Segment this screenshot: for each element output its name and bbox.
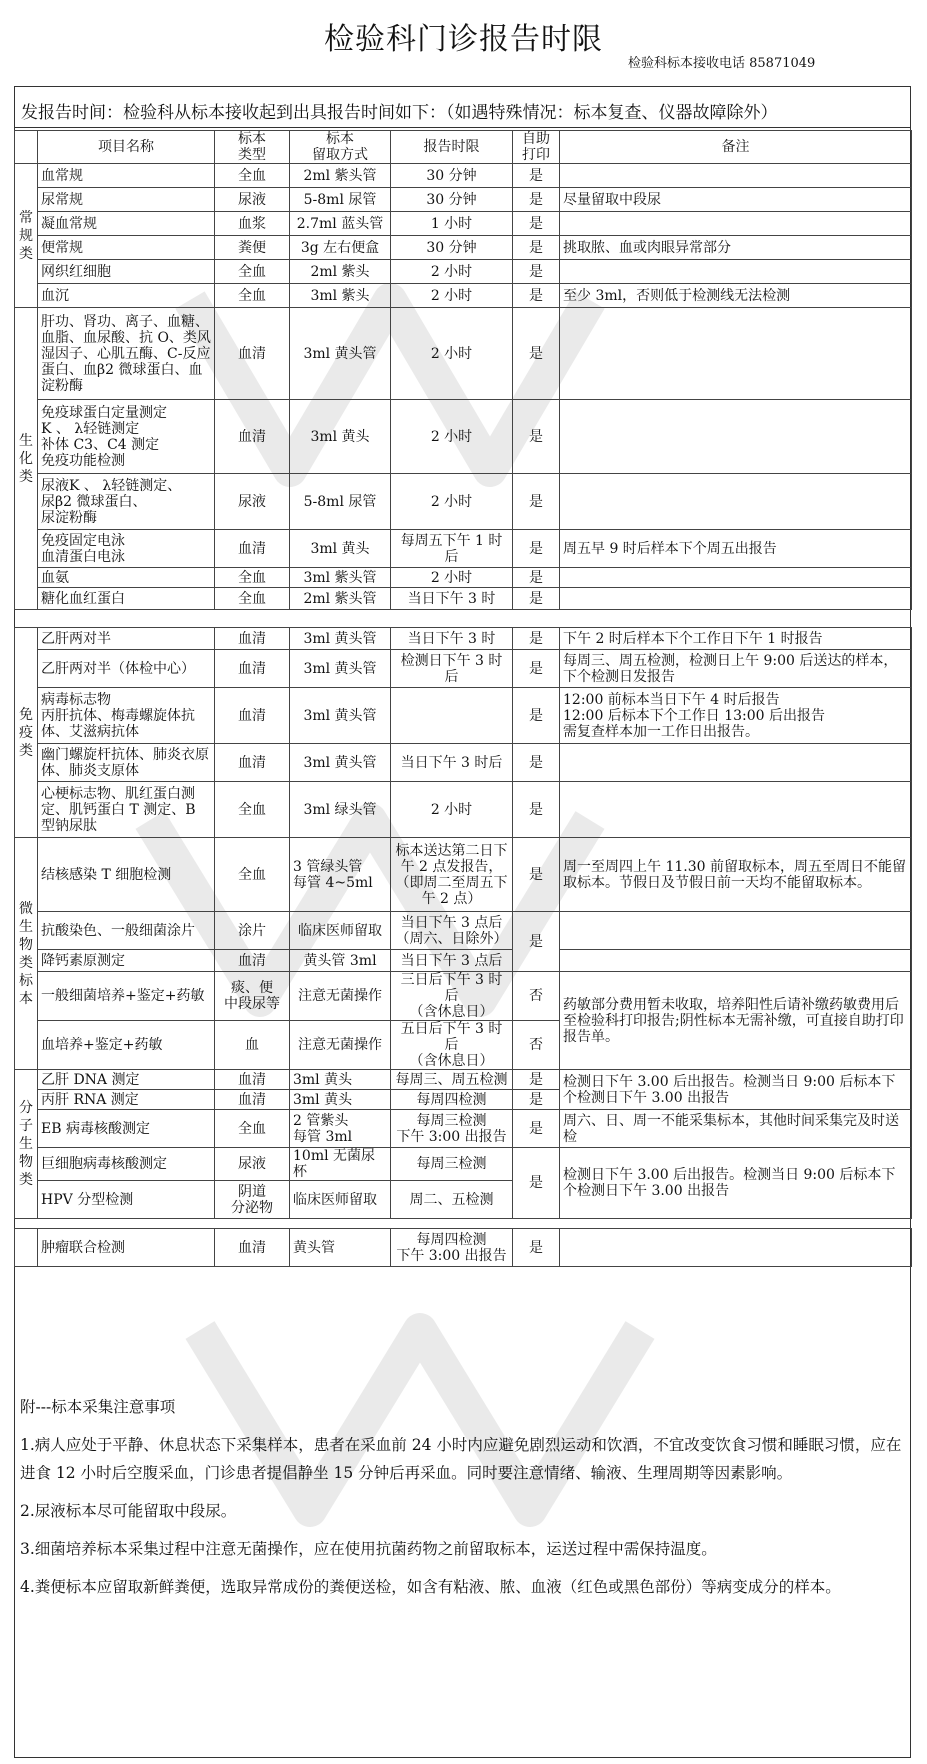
header-time: 报告时限 bbox=[391, 131, 513, 164]
item-type: 血清 bbox=[215, 1090, 290, 1110]
item-method: 3ml 绿头管 bbox=[290, 782, 391, 838]
item-remark bbox=[560, 400, 912, 474]
item-self-print: 是 bbox=[513, 568, 560, 588]
item-time: 当日下午 3 时 bbox=[391, 588, 513, 610]
header-self-print: 自助 打印 bbox=[513, 131, 560, 164]
item-time: 30 分钟 bbox=[391, 236, 513, 260]
item-remark: 每周三、周五检测，检测日上午 9:00 后送达的样本，下个检测日发报告 bbox=[560, 650, 912, 688]
item-type: 血清 bbox=[215, 400, 290, 474]
item-time: 当日下午 3 时后 bbox=[391, 744, 513, 782]
item-name: 乙肝两对半 bbox=[38, 628, 215, 650]
item-remark: 12:00 前标本当日下午 4 时后报告 12:00 后标本下个工作日 13:00 后出报告 需复查样本加一工作日出报告。 bbox=[560, 688, 912, 744]
section-separator bbox=[15, 610, 912, 628]
item-time: 2 小时 bbox=[391, 400, 513, 474]
item-remark: 挑取脓、血或肉眼异常部分 bbox=[560, 236, 912, 260]
item-method: 3ml 黄头管 bbox=[290, 308, 391, 400]
item-self-print: 是 bbox=[513, 308, 560, 400]
item-name: 幽门螺旋杆抗体、肺炎衣原体、肺炎支原体 bbox=[38, 744, 215, 782]
item-type: 全血 bbox=[215, 588, 290, 610]
item-method: 3g 左右便盒 bbox=[290, 236, 391, 260]
item-type: 血清 bbox=[215, 1229, 290, 1267]
item-time: 每周四检测 下午 3:00 出报告 bbox=[391, 1229, 513, 1267]
item-name: 抗酸染色、一般细菌涂片 bbox=[38, 912, 215, 950]
header-type: 标本 类型 bbox=[215, 131, 290, 164]
item-type: 全血 bbox=[215, 782, 290, 838]
item-type: 全血 bbox=[215, 838, 290, 912]
header-name: 项目名称 bbox=[38, 131, 215, 164]
item-self-print: 否 bbox=[513, 1021, 560, 1070]
item-name: 乙肝 DNA 测定 bbox=[38, 1070, 215, 1090]
notes-section bbox=[20, 1393, 905, 1611]
item-self-print: 是 bbox=[513, 1110, 560, 1148]
notes-title: 附---标本采集注意事项 bbox=[20, 1398, 176, 1416]
note-item: 4.粪便标本应留取新鲜粪便，选取异常成份的粪便送检，如含有粘液、脓、血液（红色或黑色部份）等病变成分的样本。 bbox=[20, 1578, 841, 1596]
report-time-table bbox=[14, 130, 912, 1267]
item-self-print: 是 bbox=[513, 1229, 560, 1267]
item-method: 3ml 黄头 bbox=[290, 1090, 391, 1110]
item-time: 每周三检测 下午 3:00 出报告 bbox=[391, 1110, 513, 1148]
item-self-print: 是 bbox=[513, 1148, 560, 1219]
item-self-print: 是 bbox=[513, 260, 560, 284]
item-time: 1 小时 bbox=[391, 212, 513, 236]
page-title: 检验科门诊报告时限 bbox=[324, 22, 603, 57]
item-type: 尿液 bbox=[215, 474, 290, 530]
item-type: 全血 bbox=[215, 568, 290, 588]
item-type: 痰、便 中段尿等 bbox=[215, 972, 290, 1021]
item-time: 30 分钟 bbox=[391, 164, 513, 188]
item-self-print: 是 bbox=[513, 744, 560, 782]
item-time: 当日下午 3 点后 （周六、日除外） bbox=[391, 912, 513, 950]
item-type: 血清 bbox=[215, 950, 290, 972]
item-name: 血氨 bbox=[38, 568, 215, 588]
item-method: 3ml 黄头 bbox=[290, 1070, 391, 1090]
item-remark bbox=[560, 1229, 912, 1267]
item-remark bbox=[560, 568, 912, 588]
item-method: 5-8ml 尿管 bbox=[290, 474, 391, 530]
item-name: 结核感染 T 细胞检测 bbox=[38, 838, 215, 912]
item-time: 五日后下午 3 时后 （含休息日） bbox=[391, 1021, 513, 1070]
item-name: 免疫固定电泳 血清蛋白电泳 bbox=[38, 530, 215, 568]
item-remark bbox=[560, 212, 912, 236]
item-time: 标本送达第二日下午 2 点发报告，（即周二至周五下午 2 点） bbox=[391, 838, 513, 912]
item-method: 3ml 黄头管 bbox=[290, 688, 391, 744]
category-molecular: 分 子 生 物 类 bbox=[15, 1070, 38, 1219]
item-self-print: 是 bbox=[513, 236, 560, 260]
category-micro: 微 生 物 类 标 本 bbox=[15, 838, 38, 1070]
item-method: 2ml 紫头管 bbox=[290, 164, 391, 188]
item-method: 3ml 黄头 bbox=[290, 530, 391, 568]
item-method: 3ml 紫头管 bbox=[290, 568, 391, 588]
header-category bbox=[15, 131, 38, 164]
phone-number: 检验科标本接收电话 85871049 bbox=[628, 56, 816, 71]
item-name: 一般细菌培养+鉴定+药敏 bbox=[38, 972, 215, 1021]
item-remark: 药敏部分费用暂未收取，培养阳性后请补缴药敏费用后至检验科打印报告;阴性标本无需补缴，可直接自助打印报告单。 bbox=[560, 972, 912, 1070]
item-self-print: 是 bbox=[513, 284, 560, 308]
item-type: 全血 bbox=[215, 260, 290, 284]
item-self-print: 否 bbox=[513, 972, 560, 1021]
item-time: 30 分钟 bbox=[391, 188, 513, 212]
item-method: 临床医师留取 bbox=[290, 1181, 391, 1219]
category-routine: 常 规 类 bbox=[15, 164, 38, 308]
item-time: 当日下午 3 点后 bbox=[391, 950, 513, 972]
item-remark: 尽量留取中段尿 bbox=[560, 188, 912, 212]
item-self-print: 是 bbox=[513, 400, 560, 474]
item-remark: 周五早 9 时后样本下个周五出报告 bbox=[560, 530, 912, 568]
item-type: 全血 bbox=[215, 164, 290, 188]
item-remark bbox=[560, 164, 912, 188]
item-name: 糖化血红蛋白 bbox=[38, 588, 215, 610]
section-separator bbox=[15, 1219, 912, 1229]
item-name: 丙肝 RNA 测定 bbox=[38, 1090, 215, 1110]
item-remark: 检测日下午 3.00 后出报告。检测当日 9:00 后标本下个检测日下午 3.00 出报告 bbox=[560, 1148, 912, 1219]
item-remark bbox=[560, 950, 912, 972]
item-self-print: 是 bbox=[513, 212, 560, 236]
item-name: 巨细胞病毒核酸测定 bbox=[38, 1148, 215, 1181]
item-name: 便常规 bbox=[38, 236, 215, 260]
item-type: 尿液 bbox=[215, 188, 290, 212]
item-time: 2 小时 bbox=[391, 474, 513, 530]
item-method: 黄头管 3ml bbox=[290, 950, 391, 972]
item-self-print: 是 bbox=[513, 782, 560, 838]
item-type: 阴道 分泌物 bbox=[215, 1181, 290, 1219]
item-name: 心梗标志物、肌红蛋白测定、肌钙蛋白 T 测定、B 型钠尿肽 bbox=[38, 782, 215, 838]
item-time: 每周五下午 1 时后 bbox=[391, 530, 513, 568]
item-name: 血沉 bbox=[38, 284, 215, 308]
item-method: 临床医师留取 bbox=[290, 912, 391, 950]
item-method: 3ml 黄头管 bbox=[290, 650, 391, 688]
item-method: 注意无菌操作 bbox=[290, 972, 391, 1021]
item-name: EB 病毒核酸测定 bbox=[38, 1110, 215, 1148]
item-name: 免疫球蛋白定量测定 K 、 λ轻链测定 补体 C3、C4 测定 免疫功能检测 bbox=[38, 400, 215, 474]
item-type: 血清 bbox=[215, 650, 290, 688]
category-biochem: 生 化 类 bbox=[15, 308, 38, 610]
item-name: 肝功、肾功、离子、血糖、血脂、血尿酸、抗 O、类风湿因子、心肌五酶、C-反应蛋白、血β2 微球蛋白、血淀粉酶 bbox=[38, 308, 215, 400]
item-remark: 周一至周四上午 11.30 前留取标本，周五至周日不能留取标本。节假日及节假日前一天均不能留取标本。 bbox=[560, 838, 912, 912]
item-method: 3ml 黄头管 bbox=[290, 744, 391, 782]
item-self-print: 是 bbox=[513, 650, 560, 688]
item-type: 血清 bbox=[215, 1070, 290, 1090]
item-remark bbox=[560, 308, 912, 400]
item-method: 黄头管 bbox=[290, 1229, 391, 1267]
item-time bbox=[391, 688, 513, 744]
item-method: 2 管紫头 每管 3ml bbox=[290, 1110, 391, 1148]
item-type: 血清 bbox=[215, 744, 290, 782]
item-self-print: 是 bbox=[513, 688, 560, 744]
item-type: 全血 bbox=[215, 1110, 290, 1148]
item-remark bbox=[560, 260, 912, 284]
item-remark: 检测日下午 3.00 后出报告。检测当日 9:00 后标本下个检测日下午 3.00 出报告 bbox=[560, 1070, 912, 1110]
item-self-print: 是 bbox=[513, 628, 560, 650]
item-self-print: 是 bbox=[513, 1090, 560, 1110]
item-name: 网织红细胞 bbox=[38, 260, 215, 284]
item-self-print: 是 bbox=[513, 912, 560, 972]
category-empty bbox=[15, 1229, 38, 1267]
item-method: 3ml 黄头 bbox=[290, 400, 391, 474]
item-self-print: 是 bbox=[513, 474, 560, 530]
item-time: 2 小时 bbox=[391, 568, 513, 588]
item-name: 降钙素原测定 bbox=[38, 950, 215, 972]
item-remark bbox=[560, 588, 912, 610]
item-name: HPV 分型检测 bbox=[38, 1181, 215, 1219]
item-self-print: 是 bbox=[513, 1070, 560, 1090]
item-remark bbox=[560, 782, 912, 838]
item-method: 5-8ml 尿管 bbox=[290, 188, 391, 212]
item-type: 血清 bbox=[215, 308, 290, 400]
item-remark bbox=[560, 744, 912, 782]
item-method: 10ml 无菌尿杯 bbox=[290, 1148, 391, 1181]
item-time: 2 小时 bbox=[391, 284, 513, 308]
item-time: 2 小时 bbox=[391, 308, 513, 400]
item-type: 血清 bbox=[215, 688, 290, 744]
note-item: 1.病人应处于平静、休息状态下采集样本，患者在采血前 24 小时内应避免剧烈运动和饮酒，不宜改变饮食习惯和睡眠习惯，应在进食 12 小时后空腹采血，门诊患者提倡静坐 15 分钟后再采血。同时要注意情绪、输液、生理周期等因素影响。 bbox=[20, 1436, 902, 1482]
item-time: 2 小时 bbox=[391, 782, 513, 838]
item-name: 肿瘤联合检测 bbox=[38, 1229, 215, 1267]
item-remark: 至少 3ml，否则低于检测线无法检测 bbox=[560, 284, 912, 308]
item-method: 2.7ml 蓝头管 bbox=[290, 212, 391, 236]
item-method: 注意无菌操作 bbox=[290, 1021, 391, 1070]
item-name: 凝血常规 bbox=[38, 212, 215, 236]
item-type: 涂片 bbox=[215, 912, 290, 950]
item-name: 血常规 bbox=[38, 164, 215, 188]
header-method: 标本 留取方式 bbox=[290, 131, 391, 164]
item-name: 乙肝两对半（体检中心） bbox=[38, 650, 215, 688]
item-remark: 下午 2 时后样本下个工作日下午 1 时报告 bbox=[560, 628, 912, 650]
item-self-print: 是 bbox=[513, 164, 560, 188]
item-type: 血浆 bbox=[215, 212, 290, 236]
item-name: 血培养+鉴定+药敏 bbox=[38, 1021, 215, 1070]
item-time: 每周三检测 bbox=[391, 1148, 513, 1181]
item-remark: 周六、日、周一不能采集标本，其他时间采集完及时送检 bbox=[560, 1110, 912, 1148]
item-type: 尿液 bbox=[215, 1148, 290, 1181]
item-type: 全血 bbox=[215, 284, 290, 308]
header-remark: 备注 bbox=[560, 131, 912, 164]
item-self-print: 是 bbox=[513, 838, 560, 912]
item-remark bbox=[560, 474, 912, 530]
item-method: 3 管绿头管 每管 4~5ml bbox=[290, 838, 391, 912]
item-time: 每周四检测 bbox=[391, 1090, 513, 1110]
item-method: 2ml 紫头管 bbox=[290, 588, 391, 610]
item-type: 血清 bbox=[215, 628, 290, 650]
note-item: 2.尿液标本尽可能留取中段尿。 bbox=[20, 1502, 237, 1520]
item-type: 血清 bbox=[215, 530, 290, 568]
item-self-print: 是 bbox=[513, 188, 560, 212]
item-time: 三日后下午 3 时后 （含休息日） bbox=[391, 972, 513, 1021]
item-type: 血 bbox=[215, 1021, 290, 1070]
item-remark bbox=[560, 912, 912, 950]
item-time: 检测日下午 3 时后 bbox=[391, 650, 513, 688]
item-method: 3ml 黄头管 bbox=[290, 628, 391, 650]
item-name: 尿常规 bbox=[38, 188, 215, 212]
item-time: 当日下午 3 时 bbox=[391, 628, 513, 650]
item-name: 尿液K 、 λ轻链测定、 尿β2 微球蛋白、 尿淀粉酶 bbox=[38, 474, 215, 530]
item-method: 2ml 紫头 bbox=[290, 260, 391, 284]
item-time: 周二、五检测 bbox=[391, 1181, 513, 1219]
item-method: 3ml 紫头 bbox=[290, 284, 391, 308]
item-self-print: 是 bbox=[513, 588, 560, 610]
item-name: 病毒标志物 丙肝抗体、梅毒螺旋体抗体、艾滋病抗体 bbox=[38, 688, 215, 744]
item-self-print: 是 bbox=[513, 530, 560, 568]
intro-text: 发报告时间：检验科从标本接收起到出具报告时间如下：（如遇特殊情况：标本复查、仪器故障除外） bbox=[15, 88, 910, 128]
item-time: 2 小时 bbox=[391, 260, 513, 284]
item-time: 每周三、周五检测 bbox=[391, 1070, 513, 1090]
note-item: 3.细菌培养标本采集过程中注意无菌操作，应在使用抗菌药物之前留取标本，运送过程中需保持温度。 bbox=[20, 1540, 717, 1558]
item-type: 粪便 bbox=[215, 236, 290, 260]
category-immune: 免 疫 类 bbox=[15, 628, 38, 838]
